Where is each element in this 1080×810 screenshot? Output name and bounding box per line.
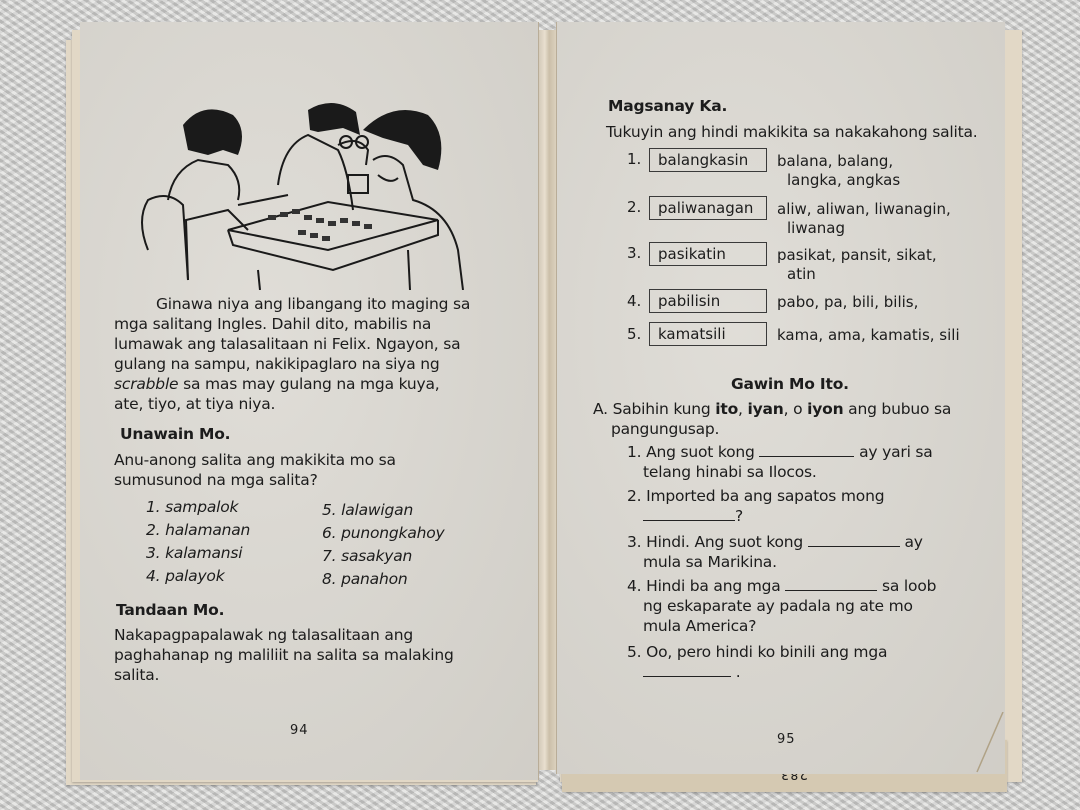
answer-blank[interactable] (785, 576, 877, 591)
choice-line: kama, ama, kamatis, sili (777, 326, 960, 344)
choice-line: liwanag (787, 219, 846, 237)
exercise-item-5: 5. Oo, pero hindi ko binili ang mga (627, 643, 888, 661)
tandaan-heading: Tandaan Mo. (116, 601, 225, 619)
choices (777, 200, 951, 238)
boxed-word: pasikatin (649, 242, 767, 266)
choice-line: aliw, aliwan, liwanagin, (777, 200, 951, 218)
paragraph-line: ate, tiyo, at tiya niya. (114, 395, 276, 413)
q-text: telang hinabi sa Ilocos. (643, 463, 817, 481)
keyword-iyon: iyon (807, 400, 844, 418)
scrabble-illustration (128, 90, 498, 290)
page-number-right: 95 (777, 732, 796, 747)
word-item: 3. kalamansi (146, 544, 243, 562)
answer-blank[interactable] (643, 506, 735, 521)
tandaan-text (114, 625, 454, 685)
q-text: ay yari sa (854, 443, 933, 461)
q-text: 4. Hindi ba ang mga (627, 577, 786, 595)
word-item: 7. sasakyan (322, 547, 413, 565)
q-text: ? (735, 507, 744, 525)
book-gutter (536, 30, 558, 770)
q-text: mula sa Marikina. (643, 553, 777, 571)
instr-text: , o (783, 400, 808, 418)
q-text: mula America? (643, 617, 757, 635)
choices (777, 246, 937, 284)
word-list-col2 (322, 499, 445, 591)
question-line: sumusunod na mga salita? (114, 471, 318, 489)
q-text: ay (899, 533, 923, 551)
keyword-ito: ito (715, 400, 739, 418)
boxed-word: paliwanagan (649, 196, 767, 220)
italic-word: scrabble (114, 375, 179, 393)
answer-blank[interactable] (643, 662, 731, 677)
choices (777, 152, 900, 190)
exercise-item-3 (627, 532, 997, 552)
choice-line: pasikat, pansit, sikat, (777, 246, 937, 264)
item-number: 3. (627, 244, 642, 262)
item-number: 4. (627, 292, 642, 310)
word-item: 4. palayok (146, 567, 225, 585)
story-paragraph (114, 294, 534, 414)
word-list-col1 (146, 496, 250, 588)
item-number: 1. (627, 150, 642, 168)
magsanay-heading: Magsanay Ka. (608, 97, 728, 115)
choices (777, 293, 918, 312)
page-number-left: 94 (290, 723, 309, 738)
item-number: 5. (627, 325, 642, 343)
q-text: . (731, 663, 741, 681)
tandaan-line: paghahanap ng maliliit na salita sa malaking (114, 646, 454, 664)
boxed-word: balangkasin (649, 148, 767, 172)
word-item: 5. lalawigan (322, 501, 414, 519)
instr-text: ang bubuo sa (843, 400, 952, 418)
choice-line: atin (787, 265, 816, 283)
paragraph-line: Ginawa niya ang libangang ito maging sa (156, 295, 471, 313)
q-text: 1. Ang suot kong (627, 443, 760, 461)
choice-line: balana, balang, (777, 152, 894, 170)
word-item: 6. punongkahoy (322, 524, 445, 542)
boxed-word: pabilisin (649, 289, 767, 313)
q-text: ng eskaparate ay padala ng ate mo (643, 597, 913, 615)
exercise-item-1 (627, 442, 997, 462)
left-page (80, 22, 539, 780)
keyword-iyan: iyan (747, 400, 784, 418)
exercise-item-4 (627, 576, 997, 596)
instr-text: pangungusap. (611, 420, 720, 438)
gawin-instruction (593, 399, 1003, 439)
instr-text: , (738, 400, 748, 418)
item-number: 2. (627, 198, 642, 216)
paragraph-line (114, 374, 534, 394)
unawain-question (114, 450, 396, 490)
answer-blank[interactable] (759, 442, 854, 457)
paragraph-line: gulang na sampu, nakikipaglaro na siya ng (114, 355, 440, 373)
choice-line: langka, angkas (787, 171, 901, 189)
choices (777, 326, 960, 345)
word-item: 8. panahon (322, 570, 408, 588)
answer-blank[interactable] (808, 532, 900, 547)
exercise-item-2: 2. Imported ba ang sapatos mong (627, 487, 885, 505)
unawain-heading: Unawain Mo. (120, 425, 231, 443)
exercise-list (627, 442, 997, 682)
instr-text: A. Sabihin kung (593, 400, 716, 418)
word-item: 2. halamanan (146, 521, 251, 539)
q-text: sa loob (877, 577, 937, 595)
paragraph-line: lumawak ang talasalitaan ni Felix. Ngayon, sa (114, 335, 461, 353)
tandaan-line: Nakapagpapalawak ng talasalitaan ang (114, 626, 413, 644)
q-text: 3. Hindi. Ang suot kong (627, 533, 808, 551)
right-page (556, 22, 1005, 774)
folded-corner (975, 712, 1005, 774)
boxed-word: kamatsili (649, 322, 767, 346)
question-line: Anu-anong salita ang makikita mo sa (114, 451, 396, 469)
paragraph-line: mga salitang Ingles. Dahil dito, mabilis na (114, 315, 432, 333)
word-item: 1. sampalok (146, 498, 239, 516)
tandaan-line: salita. (114, 666, 160, 684)
choice-line: pabo, pa, bili, bilis, (777, 293, 919, 311)
magsanay-instruction: Tukuyin ang hindi makikita sa nakakahong salita. (606, 123, 978, 141)
paragraph-text: sa mas may gulang na mga kuya, (183, 375, 440, 393)
gawin-heading: Gawin Mo Ito. (731, 375, 849, 393)
